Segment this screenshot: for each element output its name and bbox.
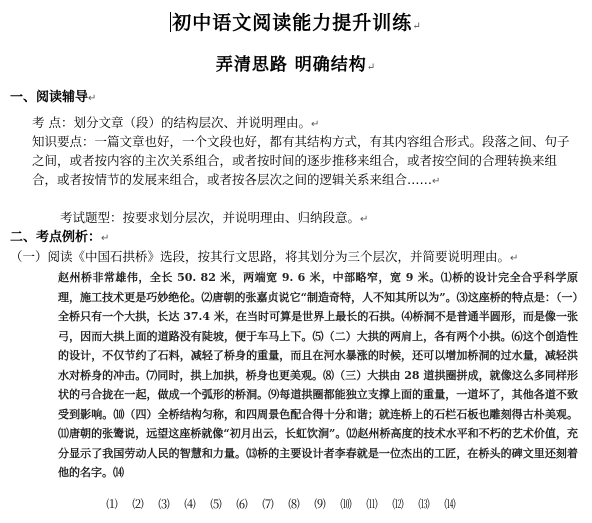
answer-number: ⑴ (106, 497, 118, 511)
paragraph-mark-icon: ↵ (360, 214, 369, 225)
passage-text: 赵州桥非常雄伟，全长 50. 82 米，两端宽 9. 6 米，中部略窄，宽 9 米。⑴桥的设计完全合乎科学原理，施工技术更是巧妙绝伦。⑵唐朝的张嘉贞说它“制造奇特，人不知其所以为”。⑶这座桥的特点是：（一）全桥只有一个大拱，长达 37.4 米，在当时可算是世界上最长的石拱。⑷桥洞不是普通半圆形，而是像一张弓，因而大拱上面的道路没有陡坡，便于车马上下。⑸（二）大拱的两肩上，各有两个小拱。⑹这个创造性的设计，不仅节约了石料，减轻了桥身的重量，而且在河水暴涨的时候，还可以增加桥洞的过水量，减轻洪水对桥身的冲击。⑺同时，拱上加拱，桥身也更美观。⑻（三）大拱由 28 道拱圈拼成，就像这么多同样形状的弓合拢在一起，做成一个弧形的桥洞。⑼每道拱圈都能独立支撑上面的重量，一道坏了，其他各道不致受到影响。⑽（四）全桥结构匀称，和四周景色配合得十分和谐；就连桥上的石栏石板也雕刻得古朴美观。⑾唐朝的张𬸦说，远望这座桥就像“初月出云，长虹饮涧”。⑿赵州桥高度的技术水平和不朽的艺术价值，充分显示了我国劳动人民的智慧和力量。⒀桥的主要设计者李春就是一位杰出的工匠，在桥头的碑文里还刻着他的名字。⒁ (58, 271, 578, 479)
paragraph-mark-icon: ↵ (310, 119, 320, 130)
section-heading-reading-guide: 一、阅读辅导↵ (10, 90, 97, 105)
paragraph-mark-icon: ↵ (88, 93, 97, 104)
answer-number: ⑷ (184, 497, 196, 511)
answer-number: ⑼ (314, 497, 326, 511)
document-title: 初中语文阅读能力提升训练↵ (172, 12, 422, 34)
answer-number: ⒁ (444, 497, 456, 511)
answer-number-row (100, 496, 520, 516)
paragraph-mark-icon: ↵ (101, 233, 110, 244)
paragraph-mark-icon: ↵ (432, 176, 441, 187)
answer-number: ⑽ (340, 497, 352, 511)
knowledge-points-paragraph: 知识要点：一篇文章也好，一个文段也好，都有其结构方式，有其内容组合形式。段落之间、句子之间，或者按内容的主次关系组合，或者按时间的逐步推移来组合，或者按空间的合理转换来组合，或者按情节的发展来组合，或者按各层次之间的逻辑关系来组合……↵ (32, 134, 570, 187)
answer-number: ⑶ (158, 497, 170, 511)
kaodian-line: 考 点：划分文章（段）的结构层次、并说明理由。↵ (32, 115, 320, 130)
answer-number: ⑵ (132, 497, 144, 511)
answer-number: ⒀ (418, 497, 430, 511)
answer-number: ⑸ (210, 497, 222, 511)
answer-number: ⑺ (262, 497, 274, 511)
exam-types-line: 考试题型：按要求划分层次，并说明理由、归纳段意。↵ (60, 210, 369, 225)
answer-number: ⑿ (392, 497, 404, 511)
answer-number: ⑾ (366, 497, 378, 511)
paragraph-mark-icon: ↵ (366, 62, 377, 73)
answer-number: ⑹ (236, 497, 248, 511)
exercise-instruction: （一）阅读《中国石拱桥》选段，按其行文思路，将其划分为三个层次，并简要说明理由。↵ (10, 249, 519, 264)
document-subtitle: 弄清思路 明确结构↵ (215, 55, 377, 75)
answer-number: ⑻ (288, 497, 300, 511)
paragraph-mark-icon: ↵ (510, 253, 519, 264)
section-heading-examples: 二、考点例析：↵ (10, 230, 110, 245)
paragraph-mark-icon: ↵ (412, 21, 422, 32)
